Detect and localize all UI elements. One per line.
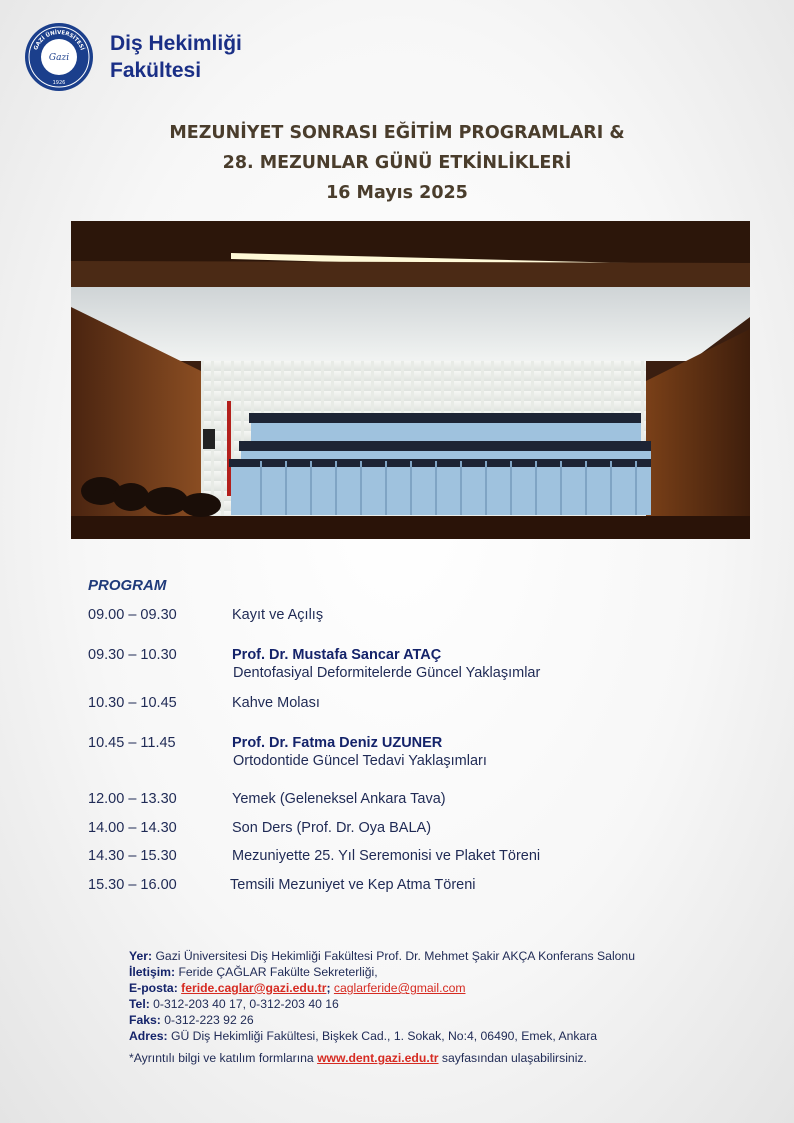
- schedule-title: Son Ders (Prof. Dr. Oya BALA): [232, 820, 432, 836]
- session-topic: Dentofasiyal Deformitelerde Güncel Yaklaşımlar: [233, 665, 541, 681]
- fax-line: [129, 1012, 639, 1028]
- schedule-title: Kahve Molası: [232, 695, 320, 711]
- schedule-time: 10.45 – 11.45: [88, 735, 176, 751]
- schedule-row: [88, 606, 728, 646]
- logo-year: 1926: [52, 80, 66, 86]
- address-label: Adres:: [129, 1029, 168, 1043]
- schedule-row: [88, 694, 728, 734]
- schedule-time: 10.30 – 10.45: [88, 695, 177, 711]
- venue-line: [129, 948, 639, 964]
- schedule-time: 14.00 – 14.30: [88, 820, 177, 836]
- venue-label: Yer:: [129, 949, 153, 963]
- faculty-line-1: Diş Hekimliği: [110, 32, 242, 55]
- schedule-title: Mezuniyette 25. Yıl Seremonisi ve Plaket Töreni: [232, 848, 541, 864]
- contact-value: Feride ÇAĞLAR Fakülte Sekreterliği,: [178, 965, 378, 979]
- contact-label: İletişim:: [129, 965, 176, 979]
- schedule-title: Kayıt ve Açılış: [232, 607, 324, 623]
- schedule-time: 14.30 – 15.30: [88, 848, 177, 864]
- event-title: [0, 118, 794, 208]
- email-label: E-posta:: [129, 981, 178, 995]
- fax-value: 0-312-223 92 26: [164, 1013, 254, 1027]
- university-logo: [24, 22, 94, 92]
- schedule-title: Yemek (Geleneksel Ankara Tava): [232, 791, 446, 807]
- address-line: [129, 1028, 639, 1044]
- email-line: [129, 980, 639, 996]
- email-separator: ;: [326, 981, 331, 995]
- schedule-row: [88, 876, 728, 900]
- schedule-time: 15.30 – 16.00: [88, 877, 177, 893]
- title-date: 16 Mayıs 2025: [326, 183, 468, 203]
- contact-line: [129, 964, 639, 980]
- note-text-end: sayfasından ulaşabilirsiniz.: [441, 1051, 587, 1065]
- phone-line: [129, 996, 639, 1012]
- info-note: [129, 1050, 639, 1066]
- schedule-session: [232, 646, 540, 682]
- contact-info: [129, 948, 639, 1066]
- phone-label: Tel:: [129, 997, 150, 1011]
- schedule-time: 09.30 – 10.30: [88, 647, 177, 663]
- schedule-row: [88, 646, 728, 694]
- email-link-primary[interactable]: feride.caglar@gazi.edu.tr: [181, 981, 327, 995]
- speaker-name: Prof. Dr. Mustafa Sancar ATAÇ: [232, 647, 442, 663]
- email-link-secondary[interactable]: caglarferide@gmail.com: [333, 981, 466, 995]
- faculty-line-2: Fakültesi: [110, 59, 202, 82]
- venue-value: Gazi Üniversitesi Diş Hekimliği Fakültesi Prof. Dr. Mehmet Şakir AKÇA Konferans Salonu: [155, 949, 635, 963]
- title-line-1: MEZUNİYET SONRASI EĞİTİM PROGRAMLARI &: [169, 123, 625, 143]
- schedule-time: 12.00 – 13.30: [88, 791, 177, 807]
- faculty-name: [110, 30, 242, 84]
- program-heading: PROGRAM: [88, 577, 167, 594]
- ceremony-photo: [71, 221, 750, 539]
- address-value: GÜ Diş Hekimliği Fakültesi, Bişkek Cad., 1. Sokak, No:4, 06490, Emek, Ankara: [171, 1029, 598, 1043]
- schedule-row: [88, 847, 728, 876]
- speaker-name: Prof. Dr. Fatma Deniz UZUNER: [232, 735, 443, 751]
- schedule-session: [232, 734, 487, 770]
- program-schedule: [88, 577, 728, 900]
- schedule-row: [88, 819, 728, 847]
- logo-center-text: Gazi: [48, 53, 70, 63]
- schedule-row: [88, 790, 728, 819]
- fax-label: Faks:: [129, 1013, 161, 1027]
- note-text-start: *Ayrıntılı bilgi ve katılım formlarına: [129, 1051, 314, 1065]
- title-line-2: 28. MEZUNLAR GÜNÜ ETKİNLİKLERİ: [222, 153, 572, 173]
- schedule-row: [88, 734, 728, 790]
- logo-ring-text: GAZİ ÜNİVERSİTESİ: [33, 29, 85, 52]
- schedule-time: 09.00 – 09.30: [88, 607, 177, 623]
- phone-value: 0-312-203 40 17, 0-312-203 40 16: [153, 997, 339, 1011]
- session-topic: Ortodontide Güncel Tedavi Yaklaşımları: [233, 753, 487, 769]
- schedule-title: Temsili Mezuniyet ve Kep Atma Töreni: [230, 877, 476, 893]
- website-link[interactable]: www.dent.gazi.edu.tr: [317, 1051, 439, 1065]
